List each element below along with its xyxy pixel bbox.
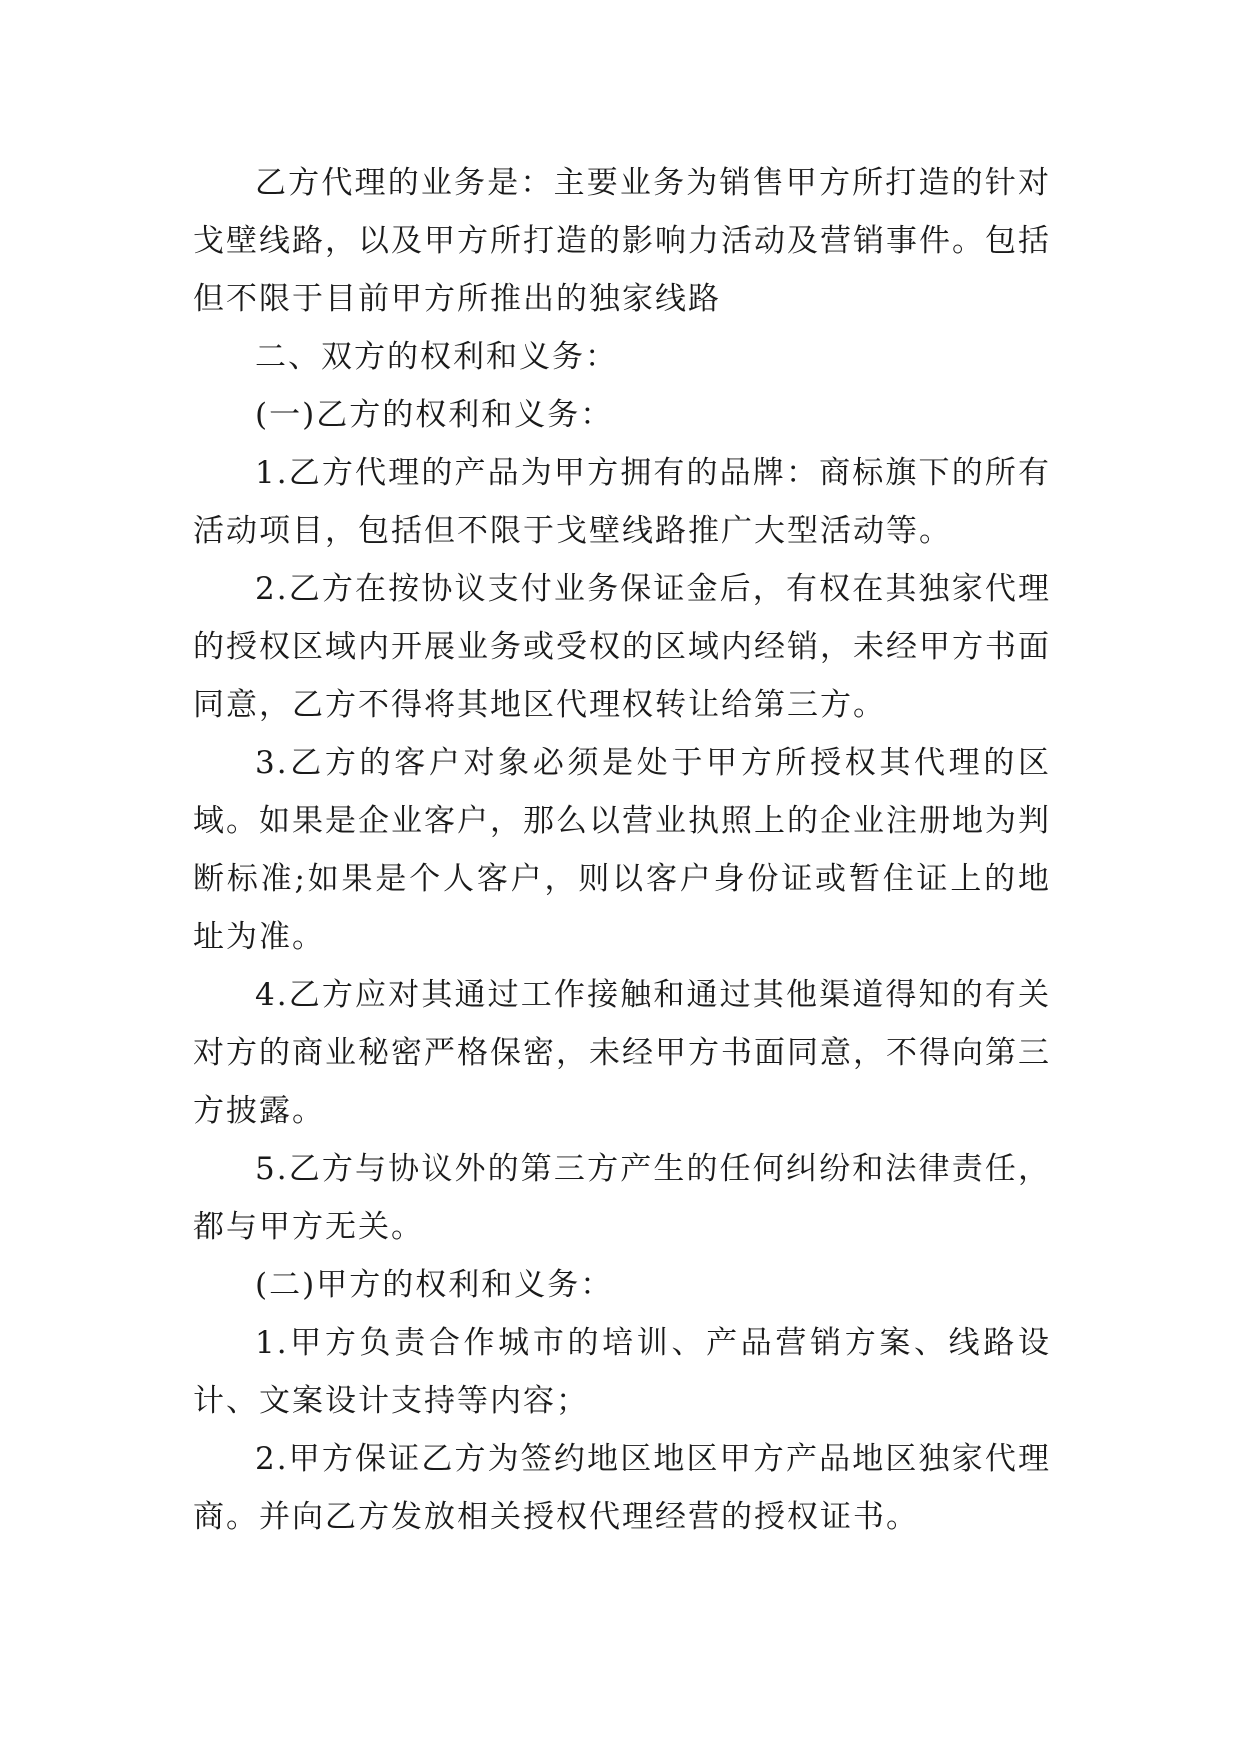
heading-rights-obligations: 二、双方的权利和义务： [255, 339, 618, 375]
paragraph-party-b-item-4: 4.乙方应对其通过工作接触和通过其他渠道得知的有关对方的商业秘密严格保密，未经甲方书面同意，不得向第三方披露。 [193, 977, 1051, 1129]
paragraph-party-b-item-2: 2.乙方在按协议支付业务保证金后，有权在其独家代理的授权区域内开展业务或受权的区域内经销，未经甲方书面同意，乙方不得将其地区代理权转让给第三方。 [193, 571, 1051, 723]
paragraph-party-b-item-1: 1.乙方代理的产品为甲方拥有的品牌：商标旗下的所有活动项目，包括但不限于戈壁线路推广大型活动等。 [193, 455, 1051, 549]
paragraph-party-a-item-2: 2.甲方保证乙方为签约地区地区甲方产品地区独家代理商。并向乙方发放相关授权代理经营的授权证书。 [193, 1441, 1051, 1535]
paragraph-party-b-item-3: 3.乙方的客户对象必须是处于甲方所授权其代理的区域。如果是企业客户，那么以营业执照上的企业注册地为判断标准;如果是个人客户，则以客户身份证或暂住证上的地址为准。 [193, 745, 1051, 955]
paragraph-business-scope: 乙方代理的业务是：主要业务为销售甲方所打造的针对戈壁线路，以及甲方所打造的影响力活动及营销事件。包括但不限于目前甲方所推出的独家线路 [193, 165, 1051, 317]
paragraph-party-a-item-1: 1.甲方负责合作城市的培训、产品营销方案、线路设计、文案设计支持等内容； [193, 1325, 1051, 1419]
heading-party-b-rights: (一)乙方的权利和义务： [255, 397, 614, 433]
paragraph-party-b-item-5: 5.乙方与协议外的第三方产生的任何纠纷和法律责任，都与甲方无关。 [193, 1151, 1051, 1245]
heading-party-a-rights: (二)甲方的权利和义务： [255, 1267, 614, 1303]
document-body [193, 154, 1051, 1546]
